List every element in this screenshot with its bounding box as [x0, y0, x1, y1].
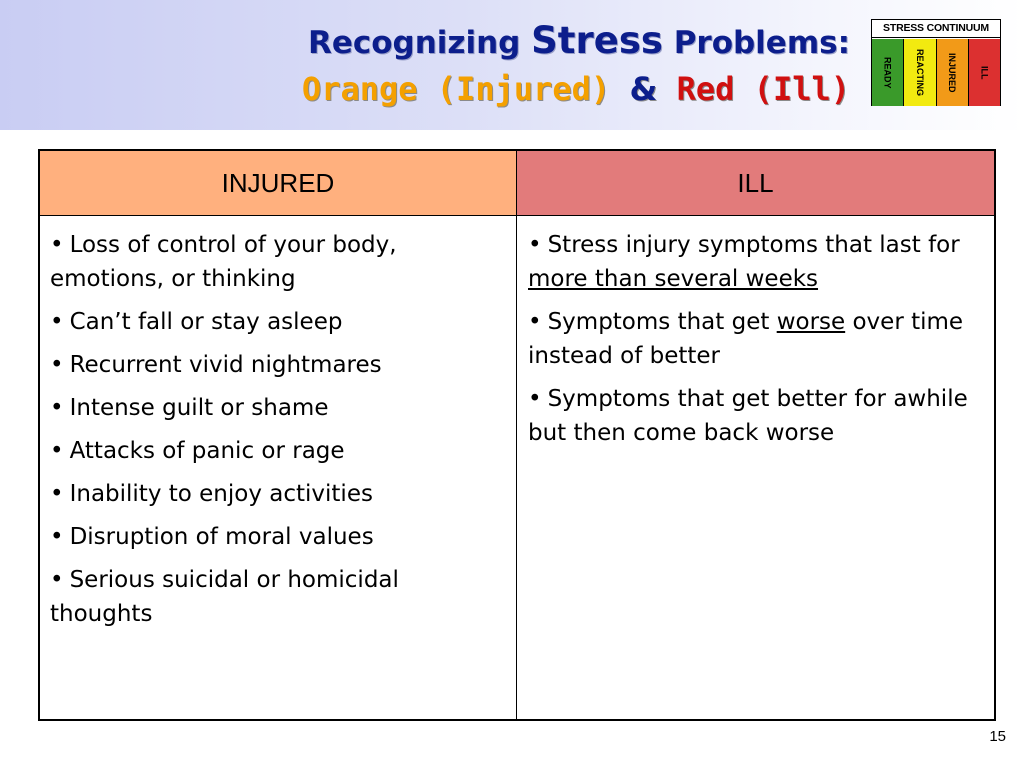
injured-list-item [50, 391, 506, 425]
ill-item-post-text: over time instead of better [528, 309, 964, 369]
ill-list-item [528, 228, 984, 296]
header-ill: ILL [517, 151, 994, 216]
title-stress: Stress [531, 19, 663, 62]
stress-continuum-zones [872, 39, 1000, 106]
injured-list-item [50, 348, 506, 382]
injured-item-text: Can’t fall or stay asleep [69, 309, 343, 335]
injured-item-text: Loss of control of your body, emotions, or thinking [50, 232, 397, 292]
continuum-zone-label: INJURED [947, 52, 958, 93]
title-ampersand: & [629, 70, 658, 108]
ill-item-pre-text: Symptoms that get [547, 309, 777, 335]
stress-continuum-legend [871, 19, 1001, 106]
injured-item-text: Disruption of moral values [69, 524, 374, 550]
stress-continuum-title: STRESS CONTINUUM [872, 20, 1000, 38]
injured-item-text: Serious suicidal or homicidal thoughts [50, 567, 399, 627]
header-injured: INJURED [40, 151, 517, 216]
title-problems: Problems: [673, 25, 850, 61]
injured-list-item [50, 434, 506, 468]
continuum-zone-ready [872, 39, 904, 106]
ill-list-item [528, 305, 984, 373]
bullet-icon: • [50, 395, 64, 421]
bullet-icon: • [528, 309, 542, 335]
title-red-ill: Red (Ill) [676, 70, 850, 108]
bullet-icon: • [50, 309, 64, 335]
injured-item-text: Intense guilt or shame [69, 395, 329, 421]
injured-list-item [50, 520, 506, 554]
injured-list-item [50, 228, 506, 296]
bullet-icon: • [50, 232, 64, 258]
continuum-zone-label: ILL [979, 65, 990, 80]
continuum-zone-ill [969, 39, 1000, 106]
injured-column [40, 216, 517, 719]
injured-list-item [50, 477, 506, 511]
ill-item-pre-text: Symptoms that get better for awhile but then come back worse [528, 386, 968, 446]
stress-table [38, 149, 996, 721]
bullet-icon: • [528, 232, 542, 258]
ill-item-underlined-text: worse [776, 309, 846, 335]
injured-item-text: Attacks of panic or rage [69, 438, 345, 464]
injured-item-text: Recurrent vivid nightmares [69, 352, 382, 378]
title-recognizing: Recognizing [307, 25, 521, 61]
page-number: 15 [989, 728, 1006, 745]
bullet-icon: • [50, 352, 64, 378]
bullet-icon: • [50, 438, 64, 464]
bullet-icon: • [50, 481, 64, 507]
injured-item-text: Inability to enjoy activities [69, 481, 373, 507]
injured-list-item [50, 305, 506, 339]
bullet-icon: • [50, 567, 64, 593]
continuum-zone-injured [937, 39, 969, 106]
continuum-zone-reacting [904, 39, 936, 106]
slide-title [80, 18, 850, 112]
title-orange-injured: Orange (Injured) [301, 70, 611, 108]
bullet-icon: • [528, 386, 542, 412]
continuum-zone-label: READY [882, 56, 893, 89]
bullet-icon: • [50, 524, 64, 550]
ill-item-underlined-text: more than several weeks [528, 266, 819, 292]
injured-list-item [50, 563, 506, 631]
ill-item-pre-text: Stress injury symptoms that last for [547, 232, 960, 258]
ill-column [517, 216, 994, 719]
continuum-zone-label: REACTING [914, 49, 925, 96]
ill-list-item [528, 382, 984, 450]
